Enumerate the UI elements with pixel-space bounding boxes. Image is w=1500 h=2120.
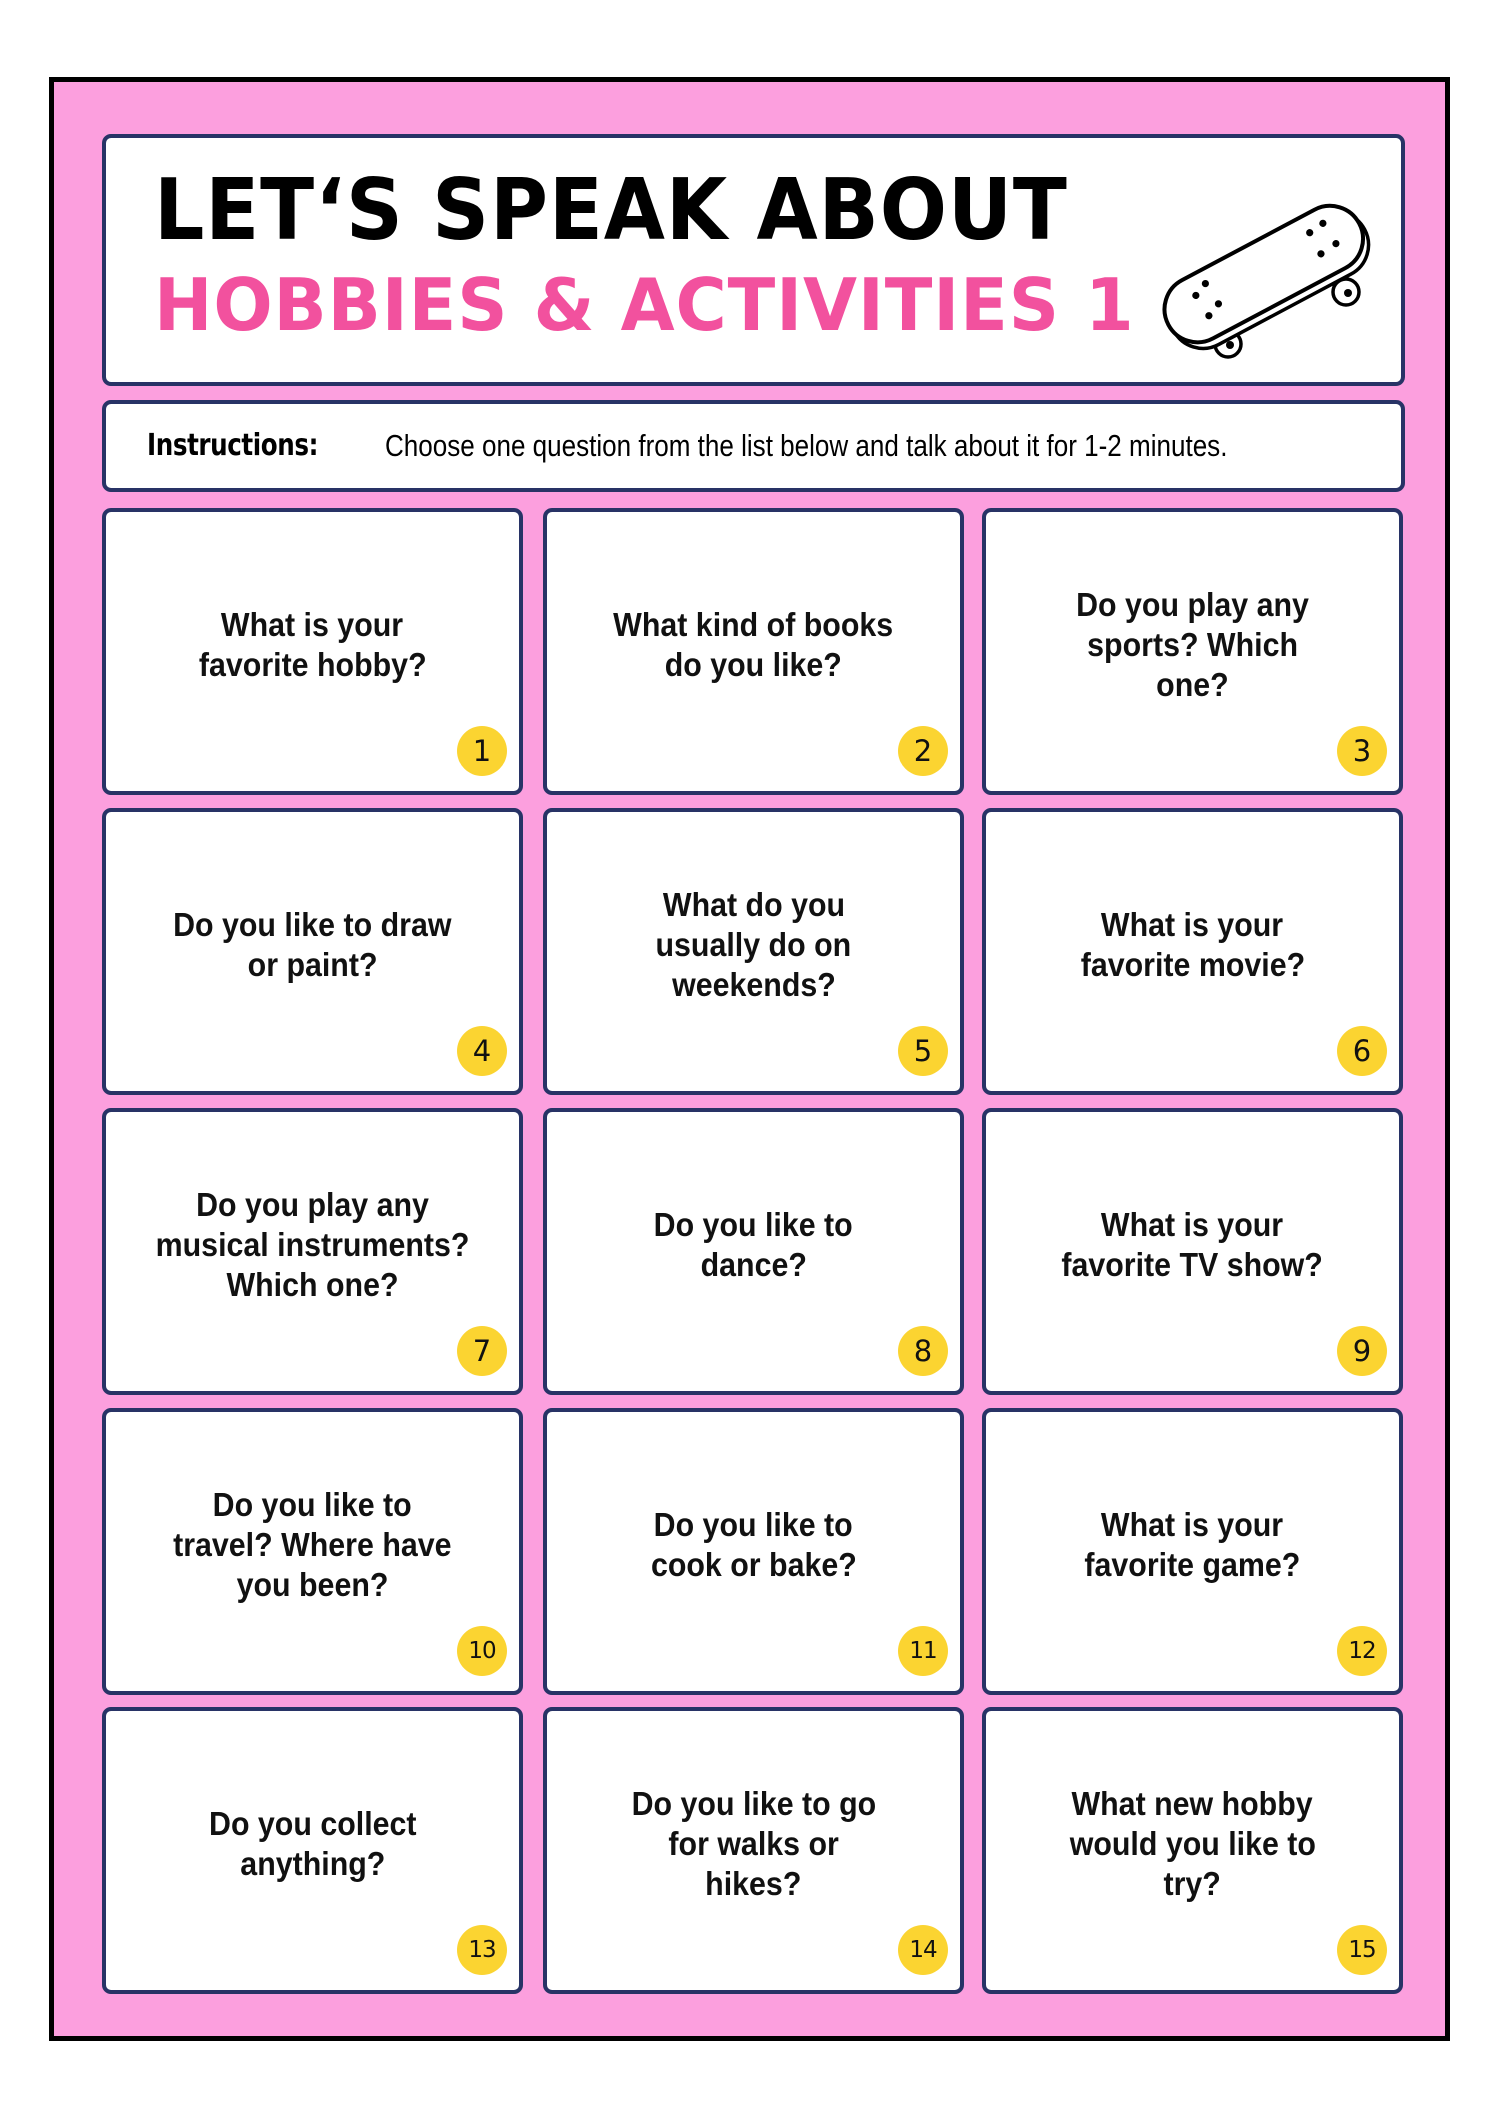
question-line: Which one? (226, 1265, 399, 1303)
question-card[interactable] (982, 1408, 1403, 1695)
title-line-1: LET‘S SPEAK ABOUT (154, 160, 1068, 260)
instructions-box (102, 400, 1405, 492)
number-badge: 14 (898, 1925, 948, 1975)
question-card[interactable] (543, 1408, 964, 1695)
question-card[interactable] (982, 508, 1403, 795)
question-card[interactable] (102, 508, 523, 795)
question-card[interactable] (543, 808, 964, 1095)
question-line: weekends? (671, 965, 836, 1003)
instructions-text: Choose one question from the list below and talk about it for 1-2 minutes. (385, 428, 1228, 463)
question-line: Do you like to (653, 1505, 854, 1543)
question-line: What new hobby (1071, 1784, 1314, 1822)
question-line: What is your (1101, 1205, 1284, 1243)
question-line: for walks or (668, 1824, 839, 1862)
number-badge: 5 (898, 1026, 948, 1076)
question-card[interactable] (982, 1707, 1403, 1994)
question-line: favorite game? (1084, 1545, 1301, 1583)
question-line: try? (1163, 1864, 1222, 1902)
question-line: travel? Where have (173, 1525, 452, 1563)
question-line: Do you like to (653, 1205, 854, 1243)
question-line: Do you like to (212, 1485, 413, 1523)
question-card[interactable] (543, 508, 964, 795)
question-line: one? (1156, 665, 1229, 703)
number-badge: 8 (898, 1326, 948, 1376)
number-badge: 9 (1337, 1326, 1387, 1376)
number-badge: 2 (898, 726, 948, 776)
question-line: What is your (1101, 1505, 1284, 1543)
number-badge: 11 (898, 1626, 948, 1676)
question-line: anything? (239, 1844, 386, 1882)
question-line: would you like to (1069, 1824, 1316, 1862)
number-badge: 10 (457, 1626, 507, 1676)
question-line: Do you play any (196, 1185, 429, 1223)
question-card[interactable] (102, 1408, 523, 1695)
number-badge: 12 (1337, 1626, 1387, 1676)
question-card[interactable] (543, 1108, 964, 1395)
skateboard-icon (1146, 184, 1386, 364)
number-badge: 15 (1337, 1925, 1387, 1975)
question-line: What do you (662, 885, 845, 923)
number-badge: 7 (457, 1326, 507, 1376)
question-line: Do you like to draw (173, 905, 452, 943)
question-line: do you like? (664, 645, 843, 683)
question-line: sports? Which (1087, 625, 1298, 663)
question-card[interactable] (102, 1108, 523, 1395)
question-line: usually do on (655, 925, 852, 963)
question-line: favorite TV show? (1061, 1245, 1324, 1283)
question-line: favorite movie? (1080, 945, 1305, 983)
worksheet-frame (49, 77, 1450, 2041)
number-badge: 3 (1337, 726, 1387, 776)
title-header-box (102, 134, 1405, 386)
question-line: cook or bake? (650, 1545, 857, 1583)
question-line: Do you play any (1076, 585, 1309, 623)
question-line: What is your (221, 605, 404, 643)
number-badge: 4 (457, 1026, 507, 1076)
question-line: Do you collect (208, 1804, 417, 1842)
question-line: What is your (1101, 905, 1284, 943)
question-line: musical instruments? (155, 1225, 470, 1263)
question-line: hikes? (705, 1864, 802, 1902)
number-badge: 1 (457, 726, 507, 776)
title-line-2: HOBBIES & ACTIVITIES 1 (154, 264, 1135, 348)
question-card[interactable] (102, 808, 523, 1095)
instructions-label: Instructions: (147, 428, 319, 463)
number-badge: 13 (457, 1925, 507, 1975)
question-card[interactable] (982, 1108, 1403, 1395)
question-line: dance? (700, 1245, 807, 1283)
question-card[interactable] (102, 1707, 523, 1994)
question-line: you been? (236, 1565, 389, 1603)
question-line: or paint? (247, 945, 378, 983)
question-line: favorite hobby? (198, 645, 427, 683)
question-card[interactable] (543, 1707, 964, 1994)
question-card[interactable] (982, 808, 1403, 1095)
question-line: Do you like to go (631, 1784, 876, 1822)
question-line: What kind of books (613, 605, 894, 643)
number-badge: 6 (1337, 1026, 1387, 1076)
